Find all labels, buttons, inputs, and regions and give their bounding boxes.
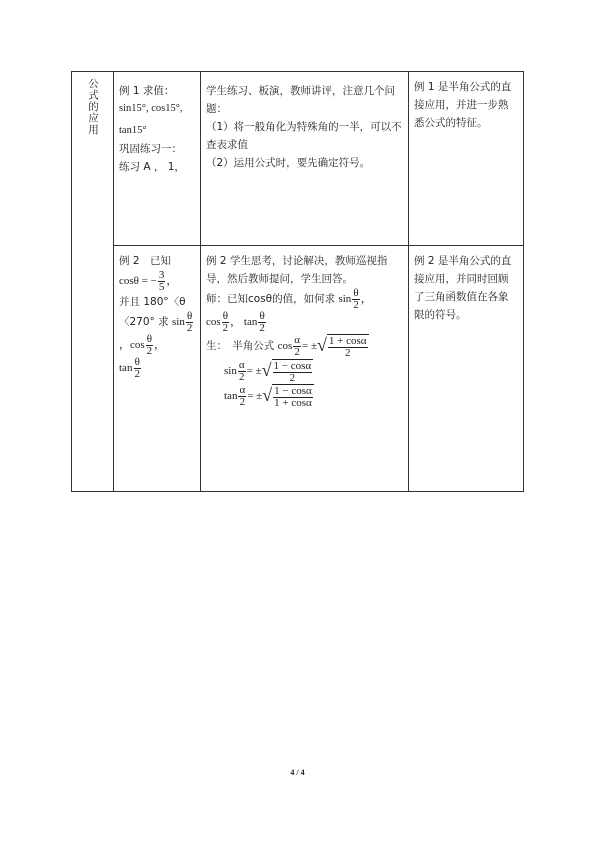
sin-half-formula: sin $\frac{\alpha}{2}$ = ± √ $\frac{1 - \cos\alpha}{2}$ xyxy=(224,359,312,384)
example-1-tan: tan15° xyxy=(119,125,147,136)
activity-2-cell xyxy=(201,246,409,492)
activity-2-teacher: 师：已知cosθ的值，如何求 sin $\frac{\theta}{2}$ ， xyxy=(206,287,372,311)
activity-1-point-1: （1）将一般角化为特殊角的一半，可以不查表求值 xyxy=(206,121,402,151)
example-2-tan-half: tan $\frac{\theta}{2}$ xyxy=(119,356,140,380)
activity-1-intro: 学生练习、板演，教师讲评，注意几个问题： xyxy=(206,85,395,115)
note-2-cell xyxy=(409,246,524,492)
example-2-cell xyxy=(114,246,201,492)
tan-half-formula: tan $\frac{\alpha}{2}$ = ± √ $\frac{1 - \cos\alpha}{1 + \cos\alpha}$ xyxy=(224,384,312,409)
activity-2-cos-tan-half: cos $\frac{\theta}{2}$ ， tan $\frac{\theta}{2}$ xyxy=(206,310,265,334)
page-number: 4 / 4 xyxy=(290,768,305,777)
lesson-table xyxy=(71,71,524,492)
example-1-cell xyxy=(114,72,201,246)
example-2-range: 并且 180°〈θ〈270° 求 sin $\frac{\theta}{2}$ xyxy=(119,296,193,334)
practice-title: 巩固练习一： xyxy=(119,143,182,155)
example-2-title: 例 2 已知 xyxy=(119,255,172,267)
note-1-cell xyxy=(409,72,524,246)
cos-half-formula: 生： 半角公式 cos $\frac{\alpha}{2}$ = ± √ $\frac{1 + \cos\alpha}{2}$ xyxy=(206,334,367,359)
example-2-cos-half: ，cos $\frac{\theta}{2}$ ， xyxy=(119,333,166,357)
table-row xyxy=(72,72,524,246)
activity-1-point-2: （2）运用公式时，要先确定符号。 xyxy=(206,157,371,169)
activity-2-intro: 例 2 学生思考，讨论解决，教师巡视指导，然后教师提问，学生回答。 xyxy=(206,255,388,285)
activity-1-cell xyxy=(201,72,409,246)
note-1-text: 例 1 是半角公式的直接应用，并进一步熟悉公式的特征。 xyxy=(414,81,512,129)
example-2-given: cosθ = − $\frac{3}{5}$ ， xyxy=(119,269,178,293)
table-row xyxy=(72,246,524,492)
section-cell xyxy=(72,72,114,492)
example-1-values: sin15°, cos15°, xyxy=(119,103,183,114)
section-label: 公式的应用 xyxy=(87,78,99,136)
note-2-text: 例 2 是半角公式的直接应用，并同时回顾了三角函数值在各象限的符号。 xyxy=(414,255,512,321)
example-1-title: 例 1 求值： xyxy=(119,85,175,97)
practice-text: 练习 A ， 1， xyxy=(119,161,185,173)
